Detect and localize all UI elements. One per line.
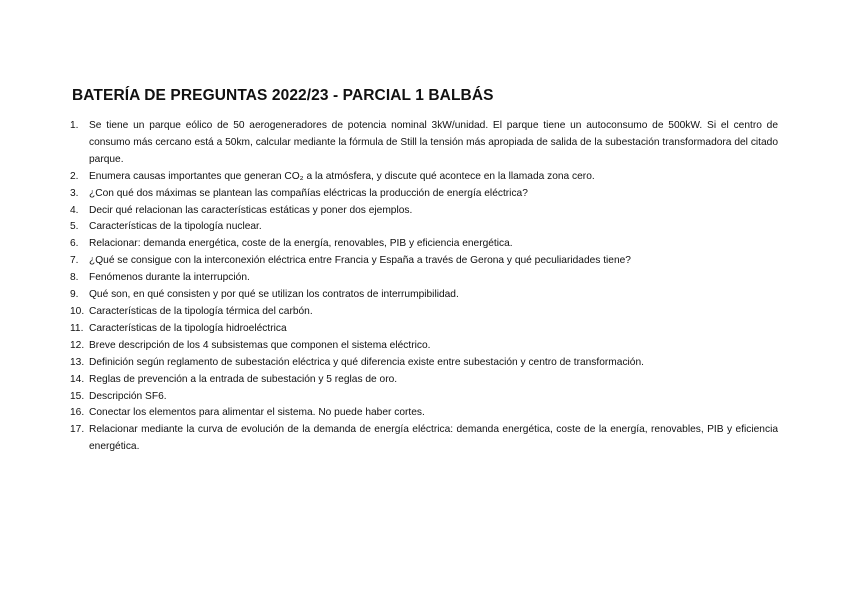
question-number: 17. bbox=[70, 424, 85, 436]
question-text: Breve descripción de los 4 subsistemas que componen el sistema eléctrico. bbox=[89, 339, 431, 351]
question-item bbox=[72, 236, 778, 253]
question-item bbox=[72, 372, 778, 389]
question-number: 9. bbox=[70, 289, 79, 301]
question-item bbox=[72, 405, 778, 422]
question-number: 10. bbox=[70, 305, 85, 317]
document-title: BATERÍA DE PREGUNTAS 2022/23 - PARCIAL 1 BALBÁS bbox=[72, 87, 494, 104]
question-text: Qué son, en qué consisten y por qué se utilizan los contratos de interrumpibilidad. bbox=[89, 289, 459, 301]
question-number: 14. bbox=[70, 373, 85, 385]
question-text: ¿Con qué dos máximas se plantean las compañías eléctricas la producción de energía eléctrica? bbox=[89, 187, 528, 199]
question-item bbox=[72, 304, 778, 321]
question-list bbox=[72, 118, 778, 456]
question-item bbox=[72, 219, 778, 236]
question-item bbox=[72, 321, 778, 338]
question-text: Relacionar mediante la curva de evolución de la demanda de energía eléctrica: demanda energética, coste de la energía, renovables, PIB y eficiencia energética. bbox=[89, 424, 778, 453]
question-item bbox=[72, 338, 778, 355]
question-number: 7. bbox=[70, 255, 79, 267]
question-number: 16. bbox=[70, 407, 85, 419]
question-number: 5. bbox=[70, 221, 79, 233]
question-number: 11. bbox=[70, 322, 84, 334]
question-number: 3. bbox=[70, 187, 79, 199]
question-item bbox=[72, 422, 778, 456]
question-number: 15. bbox=[70, 390, 85, 402]
question-text: Características de la tipología térmica del carbón. bbox=[89, 305, 313, 317]
question-item bbox=[72, 203, 778, 220]
question-text: Fenómenos durante la interrupción. bbox=[89, 272, 250, 284]
question-item bbox=[72, 355, 778, 372]
question-text: Enumera causas importantes que generan CO₂ a la atmósfera, y discute qué acontece en la llamada zona cero. bbox=[89, 170, 595, 182]
question-text: Decir qué relacionan las características estáticas y poner dos ejemplos. bbox=[89, 204, 413, 216]
question-item bbox=[72, 169, 778, 186]
question-item bbox=[72, 253, 778, 270]
question-item bbox=[72, 270, 778, 287]
question-item bbox=[72, 389, 778, 406]
question-number: 12. bbox=[70, 339, 85, 351]
question-number: 2. bbox=[70, 170, 79, 182]
question-item bbox=[72, 287, 778, 304]
question-item bbox=[72, 186, 778, 203]
question-text: Características de la tipología hidroeléctrica bbox=[89, 322, 287, 334]
question-text: Descripción SF6. bbox=[89, 390, 167, 402]
question-number: 13. bbox=[70, 356, 85, 368]
question-text: Se tiene un parque eólico de 50 aerogeneradores de potencia nominal 3kW/unidad. El parque tiene un autoconsumo de 500kW. Si el centro de consumo más cercano está a 50km, calcular mediante la fórmula de Still la tensión más apropiada de salida de la subestación transformadora del citado parque. bbox=[89, 120, 778, 165]
question-text: ¿Qué se consigue con la interconexión eléctrica entre Francia y España a través de Gerona y qué peculiaridades tiene? bbox=[89, 255, 631, 267]
question-text: Relacionar: demanda energética, coste de la energía, renovables, PIB y eficiencia energética. bbox=[89, 238, 513, 250]
question-number: 1. bbox=[70, 120, 79, 131]
question-item bbox=[72, 118, 778, 169]
question-text: Reglas de prevención a la entrada de subestación y 5 reglas de oro. bbox=[89, 373, 398, 385]
question-number: 4. bbox=[70, 204, 79, 216]
question-text: Definición según reglamento de subestación eléctrica y qué diferencia existe entre subestación y centro de transformación. bbox=[89, 356, 644, 368]
question-number: 8. bbox=[70, 272, 79, 284]
question-text: Conectar los elementos para alimentar el sistema. No puede haber cortes. bbox=[89, 407, 425, 419]
question-text: Características de la tipología nuclear. bbox=[89, 221, 262, 233]
question-number: 6. bbox=[70, 238, 79, 250]
